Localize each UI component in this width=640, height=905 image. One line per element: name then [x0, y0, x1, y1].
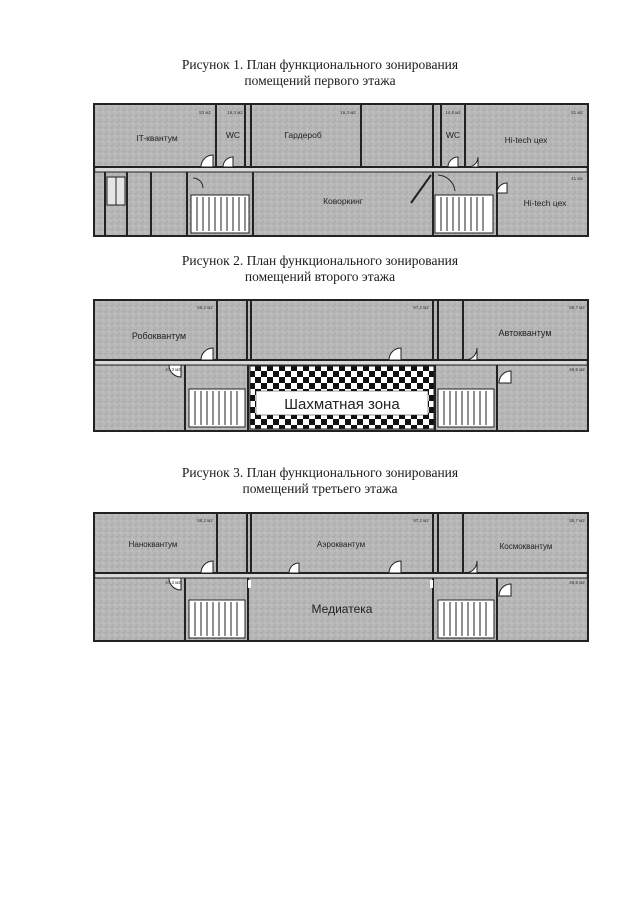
figure-3-caption: [0, 465, 640, 497]
floor-plan-3: [93, 512, 589, 642]
area-kosmokvantum: 55,7 м2: [569, 518, 585, 523]
area-robokvantum: 56,2 м2: [197, 305, 213, 310]
room-aerokvantum: Аэроквантум: [316, 540, 366, 549]
room-nanokvantum: Наноквантум: [128, 540, 178, 549]
room-robokvantum: Робоквантум: [131, 331, 187, 341]
room-wc-left: WC: [225, 130, 241, 140]
figure-1-caption: [0, 57, 640, 89]
area-hitech-top: 51 м2: [571, 110, 583, 115]
area-left-bottom: 47,3 м2: [165, 367, 181, 372]
area-it-kvantum: 53 м2: [199, 110, 211, 115]
area-right-bottom-3: 46,5 м2: [569, 580, 585, 585]
room-avtokvantum: Автоквантум: [498, 328, 552, 338]
figure-2-caption-line-2: помещений второго этажа: [244, 269, 396, 284]
room-coworking: Коворкинг: [323, 196, 363, 206]
area-wc-right: 14,8 м2: [445, 110, 461, 115]
area-aerokvantum: 97,2 м2: [413, 518, 429, 523]
area-avtokvantum: 55,7 м2: [569, 305, 585, 310]
area-hitech-bottom: 41 м2: [571, 176, 583, 181]
room-hitech-bottom: Hi-tech цех: [523, 198, 567, 208]
area-left-bottom-3: 47,3 м2: [165, 580, 181, 585]
room-it-kvantum: IT-квантум: [136, 133, 178, 143]
area-garderob: 16,3 м2: [340, 110, 356, 115]
floor-plan-2: [93, 299, 589, 432]
room-garderob: Гардероб: [284, 130, 322, 140]
figure-1-caption-line-1: Рисунок 1. План функционального зонирования: [181, 57, 459, 72]
figure-2-caption: [0, 253, 640, 285]
room-hitech-top: Hi-tech цех: [504, 135, 548, 145]
room-mediateka: Медиатека: [311, 602, 373, 616]
area-center-top: 97,2 м2: [413, 305, 429, 310]
figure-3-caption-line-1: Рисунок 3. План функционального зонирования: [181, 465, 459, 480]
area-wc-left: 16,3 м2: [227, 110, 243, 115]
area-right-bottom: 46,5 м2: [569, 367, 585, 372]
figure-2-caption-line-1: Рисунок 2. План функционального зонирования: [181, 253, 459, 268]
room-chess-zone: Шахматная зона: [284, 396, 400, 413]
figure-3-caption-line-2: помещений третьего этажа: [242, 481, 398, 496]
room-kosmokvantum: Космоквантум: [499, 542, 553, 551]
area-nanokvantum: 56,2 м2: [197, 518, 213, 523]
figure-1-caption-line-2: помещений первого этажа: [244, 73, 396, 88]
floor-plan-1: [93, 103, 589, 237]
room-wc-right: WC: [445, 130, 461, 140]
